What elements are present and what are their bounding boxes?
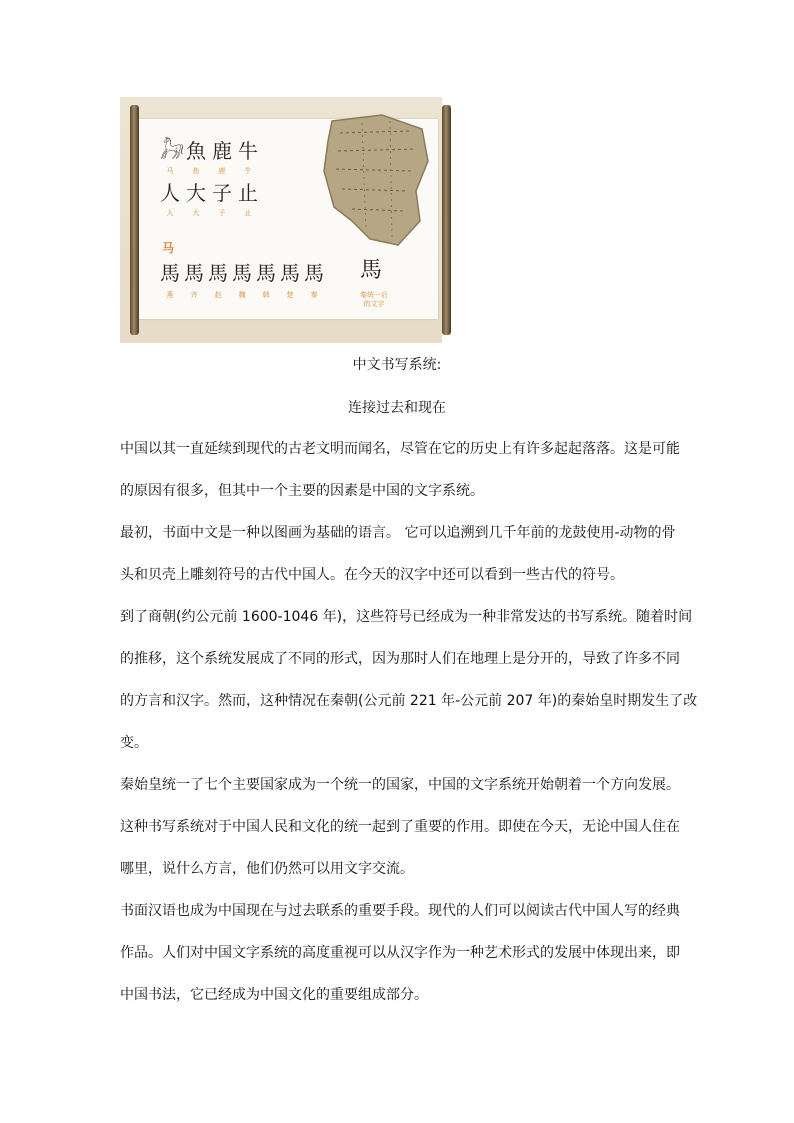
unified-glyph: 馬 xyxy=(360,258,383,283)
glyph-caption: 鱼 xyxy=(192,167,200,175)
paragraph-line: 头和贝壳上雕刻符号的古代中国人。在今天的汉字中还可以看到一些古代的符号。 xyxy=(120,567,624,583)
paragraph-line: 这种书写系统对于中国人民和文化的统一起到了重要的作用。即使在今天，无论中国人住在 xyxy=(120,819,680,835)
paragraph-line: 的方言和汉字。然而，这种情况在秦朝(公元前 221 年-公元前 207 年)的秦始皇时期发生了改 xyxy=(120,693,698,709)
glyph-caption: 牛 xyxy=(244,167,252,175)
oracle-glyph: 魚 xyxy=(186,139,206,163)
paragraph-line: 秦始皇统一了七个主要国家成为一个统一的国家，中国的文字系统开始朝着一个方向发展。 xyxy=(120,777,680,793)
paragraph-4 xyxy=(120,764,680,890)
glyph-caption: 止 xyxy=(244,209,252,217)
state-caption: 燕 xyxy=(166,291,174,299)
unified-caption-line1: 秦统一后 xyxy=(360,291,388,299)
ma-heading: 马 xyxy=(162,241,175,255)
glyph-caption: 人 xyxy=(166,209,174,217)
state-caption: 秦 xyxy=(310,291,318,299)
glyph-caption: 马 xyxy=(166,167,174,175)
oracle-glyph: 牛 xyxy=(238,139,258,163)
paragraph-5 xyxy=(120,890,680,1016)
unified-caption-line2: 的文字 xyxy=(363,300,385,308)
state-glyph: 馬 xyxy=(232,261,252,285)
page-subtitle: 连接过去和现在 xyxy=(348,400,446,416)
state-glyph: 馬 xyxy=(280,261,300,285)
scroll-rod-left xyxy=(130,105,139,335)
paragraph-line: 中国书法，它已经成为中国文化的重要组成部分。 xyxy=(120,987,428,1003)
oracle-glyph: 人 xyxy=(160,181,180,205)
state-glyph: 馬 xyxy=(256,261,276,285)
paragraph-line: 的推移，这个系统发展成了不同的形式，因为那时人们在地理上是分开的，导致了许多不同 xyxy=(120,651,680,667)
oracle-glyph: 止 xyxy=(238,181,258,205)
paragraph-line: 的原因有很多，但其中一个主要的因素是中国的文字系统。 xyxy=(120,483,484,499)
paragraph-line: 哪里，说什么方言，他们仍然可以用文字交流。 xyxy=(120,861,414,877)
paragraph-line: 中国以其一直延续到现代的古老文明而闻名，尽管在它的历史上有许多起起落落。这是可能 xyxy=(120,441,680,457)
state-caption: 楚 xyxy=(286,291,294,299)
scroll-rod-right xyxy=(442,105,451,335)
state-glyph: 馬 xyxy=(184,261,204,285)
paragraph-line: 作品。人们对中国文字系统的高度重视可以从汉字作为一种艺术形式的发展中体现出来，即 xyxy=(120,945,680,961)
state-caption: 魏 xyxy=(238,291,246,299)
glyph-caption: 鹿 xyxy=(218,167,226,175)
page-title: 中文书写系统: xyxy=(352,357,442,373)
oracle-bone-illustration xyxy=(120,97,456,343)
glyph-caption: 子 xyxy=(218,209,226,217)
paragraph-3 xyxy=(120,596,698,764)
paragraph-line: 到了商朝(约公元前 1600-1046 年)，这些符号已经成为一种非常发达的书写系统。随着时间 xyxy=(120,609,693,625)
paragraph-2 xyxy=(120,512,680,596)
state-glyph: 馬 xyxy=(304,261,324,285)
state-caption: 韩 xyxy=(262,291,270,299)
state-glyph: 馬 xyxy=(160,261,180,285)
oracle-glyph: 𓃗 xyxy=(160,139,184,163)
glyph-caption: 大 xyxy=(192,209,200,217)
paragraph-line: 最初，书面中文是一种以图画为基础的语言。 它可以追溯到几千年前的龙鼓使用-动物的骨 xyxy=(120,525,676,541)
state-glyph: 馬 xyxy=(208,261,228,285)
state-caption: 赵 xyxy=(214,291,222,299)
oracle-glyph: 鹿 xyxy=(212,139,232,163)
paragraph-line: 书面汉语也成为中国现在与过去联系的重要手段。现代的人们可以阅读古代中国人写的经典 xyxy=(120,903,680,919)
state-caption: 齐 xyxy=(190,291,198,299)
oracle-glyph: 大 xyxy=(186,181,206,205)
oracle-bone-image xyxy=(312,111,430,251)
paragraph-1 xyxy=(120,428,680,512)
oracle-glyph: 子 xyxy=(212,181,232,205)
paragraph-line: 变。 xyxy=(120,735,148,751)
